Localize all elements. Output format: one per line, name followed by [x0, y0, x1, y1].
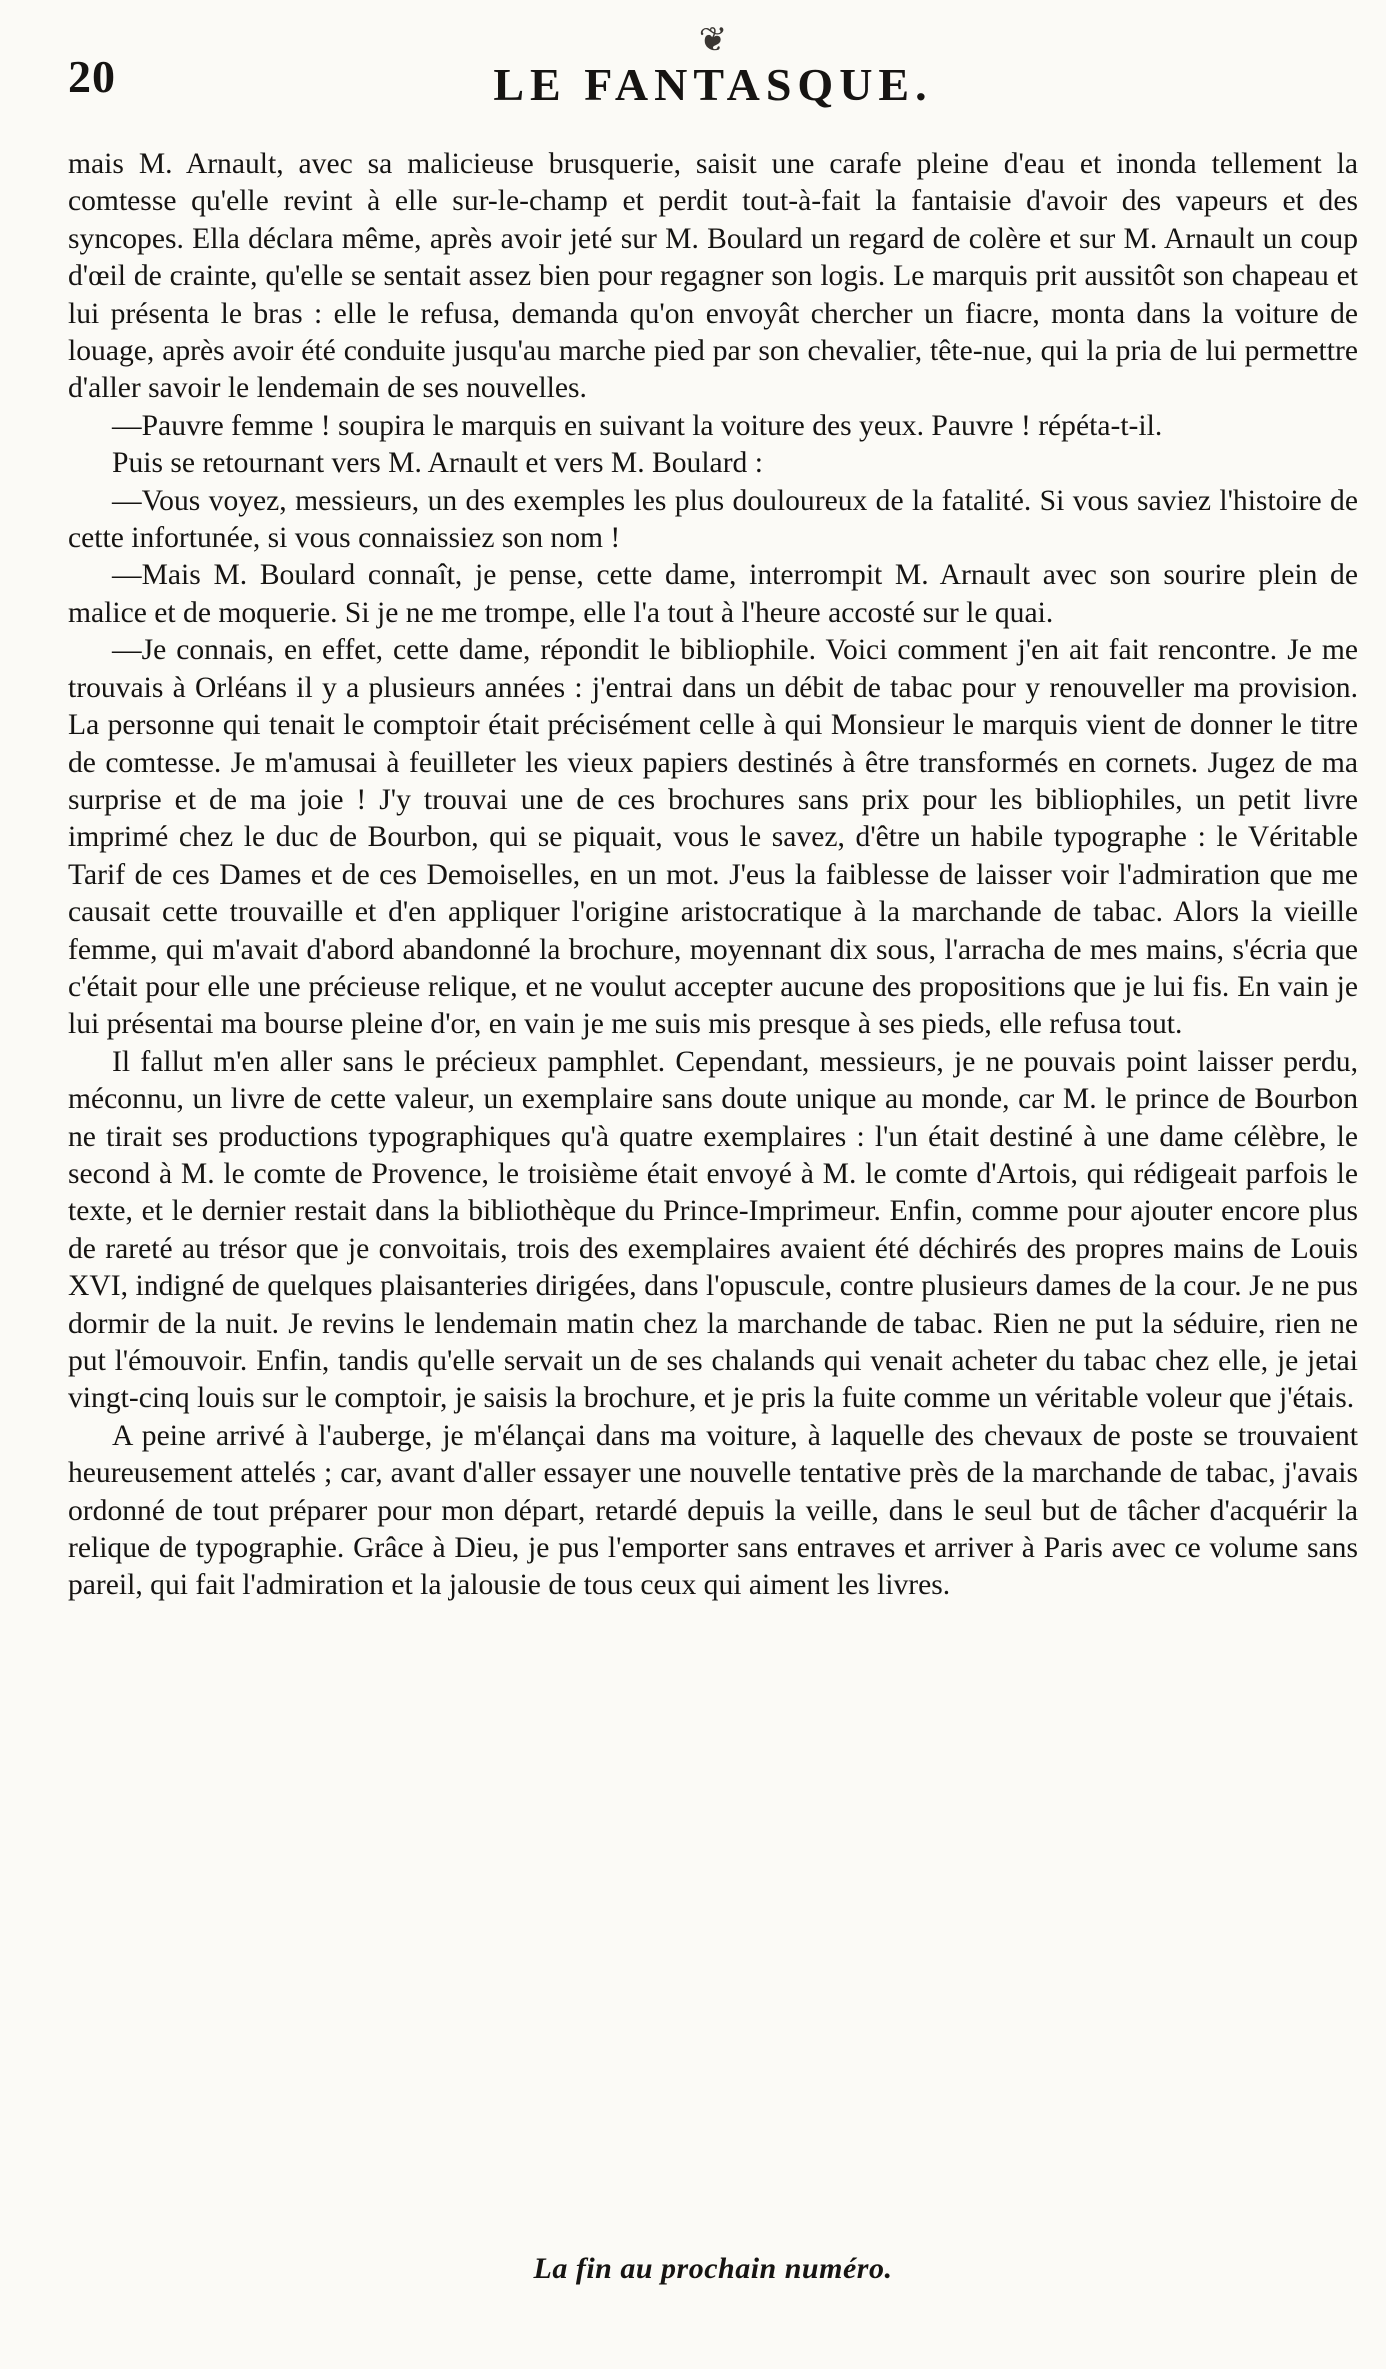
page	[68, 22, 1358, 2348]
article-body	[68, 146, 1358, 1605]
journal-title: LE FANTASQUE.	[493, 59, 933, 110]
paragraph: —Je connais, en effet, cette dame, répondit le bibliophile. Voici comment j'en ait fait rencontre. Je me trouvais à Orléans il y a plusieurs années : j'entrai dans un débit de tabac pour y renouveller ma provision. La personne qui tenait le comptoir était précisément celle à qui Monsieur le marquis vient de donner le titre de comtesse. Je m'amusai à feuilleter les vieux papiers destinés à être transformés en cornets. Jugez de ma surprise et de ma joie ! J'y trouvai une de ces brochures sans prix pour les bibliophiles, un petit livre imprimé chez le duc de Bourbon, qui se piquait, vous le savez, d'être un habile typographe : le Véritable Tarif de ces Dames et de ces Demoiselles, en un mot. J'eus la faiblesse de laisser voir l'admiration que me causait cette trouvaille et d'en appliquer l'origine aristocratique à la marchande de tabac. Alors la vieille femme, qui m'avait d'abord abandonné la brochure, moyennant dix sous, l'arracha de mes mains, s'écria que c'était pour elle une précieuse relique, et ne voulut accepter aucune des propositions que je lui fis. En vain je lui présentai ma bourse pleine d'or, en vain je me suis mis presque à ses pieds, elle refusa tout.	[68, 634, 1358, 1041]
continuation-note: La fin au prochain numéro.	[533, 2252, 893, 2285]
paragraph: mais M. Arnault, avec sa malicieuse brusquerie, saisit une carafe pleine d'eau et inonda tellement la comtesse qu'elle revint à elle sur-le-champ et perdit tout-à-fait la fantaisie d'avoir des vapeurs et des syncopes. Ella déclara même, après avoir jeté sur M. Boulard un regard de colère et sur M. Arnault un coup d'œil de crainte, qu'elle se sentait assez bien pour regagner son logis. Le marquis prit aussitôt son chapeau et lui présenta le bras : elle le refusa, demanda qu'on envoyât chercher un fiacre, monta dans la voiture de louage, après avoir été conduite jusqu'au marche pied par son chevalier, tête-nue, qui la pria de lui permettre d'aller savoir le lendemain de ses nouvelles.	[68, 148, 1358, 405]
page-number: 20	[68, 51, 116, 102]
paragraph: —Mais M. Boulard connaît, je pense, cette dame, interrompit M. Arnault avec son sourire plein de malice et de moquerie. Si je ne me trompe, elle l'a tout à l'heure accosté sur le quai.	[68, 559, 1358, 629]
paragraph: —Pauvre femme ! soupira le marquis en suivant la voiture des yeux. Pauvre ! répéta-t-il.	[112, 409, 1163, 442]
paragraph: A peine arrivé à l'auberge, je m'élançai dans ma voiture, à laquelle des chevaux de poste se trouvaient heureusement attelés ; car, avant d'aller essayer une nouvelle tentative près de la marchande de tabac, j'avais ordonné de tout préparer pour mon départ, retardé depuis la veille, dans le seul but de tâcher d'acquérir la relique de typographie. Grâce à Dieu, je pus l'emporter sans entraves et arriver à Paris avec ce volume sans pareil, qui fait l'admiration et la jalousie de tous ceux qui aiment les livres.	[68, 1419, 1358, 1602]
page-header	[68, 22, 1358, 138]
paragraph: Puis se retournant vers M. Arnault et vers M. Boulard :	[112, 447, 763, 480]
paragraph: —Vous voyez, messieurs, un des exemples les plus douloureux de la fatalité. Si vous saviez l'histoire de cette infortunée, si vous connaissiez son nom !	[68, 484, 1358, 555]
paragraph: Il fallut m'en aller sans le précieux pamphlet. Cependant, messieurs, je ne pouvais point laisser perdu, méconnu, un livre de cette valeur, un exemplaire sans doute unique au monde, car M. le prince de Bourbon ne tirait ses productions typographiques qu'à quatre exemplaires : l'un était destiné à une dame célèbre, le second à M. le comte de Provence, le troisième était envoyé à M. le comte d'Artois, qui rédigeait parfois le texte, et le dernier restait dans la bibliothèque du Prince-Imprimeur. Enfin, comme pour ajouter encore plus de rareté au trésor que je convoitais, trois des exemplaires avaient été déchirés des propres mains de Louis XVI, indigné de quelques plaisanteries dirigées, dans l'opuscule, contre plusieurs dames de la cour. Je ne pus dormir de la nuit. Je revins le lendemain matin chez la marchande de tabac. Rien ne put la séduire, rien ne put l'émouvoir. Enfin, tandis qu'elle servait un de ses chalands qui venait acheter du tabac chez elle, je jetai vingt-cinq louis sur le comptoir, je saisis la brochure, et je pris la fuite comme un véritable voleur que j'étais.	[68, 1045, 1358, 1415]
ornament-icon: ❦	[698, 22, 728, 59]
